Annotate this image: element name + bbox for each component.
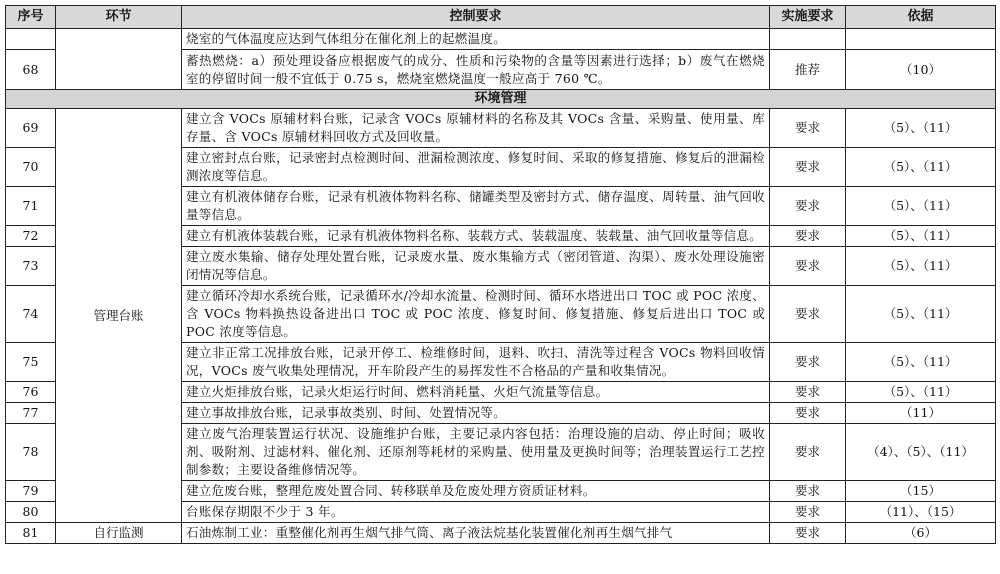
row-number: 70: [6, 148, 56, 187]
requirement-cell: 蓄热燃烧：a）预处理设备应根据废气的成分、性质和污染物的含量等因素进行选择；b）废气在燃烧室的停留时间一般不宜低于 0.75 s，燃烧室燃烧温度一般应高于 760 ℃。: [182, 50, 770, 90]
basis-cell: （5）、（11）: [846, 148, 996, 187]
requirement-cell: 建立危废台账，整理危废处置合同、转移联单及危废处理方资质证材料。: [182, 481, 770, 502]
level-cell: 要求: [770, 187, 846, 226]
col-header-basis: 依据: [846, 6, 996, 29]
requirement-cell: 建立废水集输、储存处理处置台账，记录废水量、废水集输方式（密闭管道、沟渠）、废水处理设施密闭情况等信息。: [182, 247, 770, 286]
level-cell: 要求: [770, 424, 846, 481]
row-number: 72: [6, 226, 56, 247]
requirement-cell: 建立非正常工况排放台账，记录开停工、检维修时间，退料、吹扫、清洗等过程含 VOCs 物料回收情况，VOCs 废气收集处理情况，开车阶段产生的易挥发性不合格品的产量和收集情况。: [182, 343, 770, 382]
basis-cell: （11）、（15）: [846, 502, 996, 523]
basis-cell: （5）、（11）: [846, 226, 996, 247]
section-row: [6, 90, 996, 109]
row-number: 76: [6, 382, 56, 403]
row-number: 80: [6, 502, 56, 523]
row-number: 75: [6, 343, 56, 382]
basis-cell: （15）: [846, 481, 996, 502]
stage-cell: 自行监测: [56, 523, 182, 544]
table-row: [6, 29, 996, 50]
level-cell: 要求: [770, 286, 846, 343]
requirement-cell: 建立有机液体储存台账，记录有机液体物料名称、储罐类型及密封方式、储存温度、周转量、油气回收量等信息。: [182, 187, 770, 226]
regulation-table: [5, 5, 996, 544]
requirement-cell: 建立含 VOCs 原辅材料台账，记录含 VOCs 原辅材料的名称及其 VOCs 含量、采购量、使用量、库存量、含 VOCs 原辅材料回收方式及回收量。: [182, 109, 770, 148]
requirement-cell: 建立火炬排放台账，记录火炬运行时间、燃料消耗量、火炬气流量等信息。: [182, 382, 770, 403]
table-row: [6, 523, 996, 544]
requirement-cell: 建立有机液体装载台账，记录有机液体物料名称、装载方式、装载温度、装载量、油气回收量等信息。: [182, 226, 770, 247]
row-number: 78: [6, 424, 56, 481]
col-header-requirement: 控制要求: [182, 6, 770, 29]
requirement-cell: 台账保存期限不少于 3 年。: [182, 502, 770, 523]
level-cell: 要求: [770, 382, 846, 403]
basis-cell: （6）: [846, 523, 996, 544]
level-cell: 要求: [770, 403, 846, 424]
requirement-cell: 烧室的气体温度应达到气体组分在催化剂上的起燃温度。: [182, 29, 770, 50]
requirement-cell: 建立废气治理装置运行状况、设施维护台账，主要记录内容包括：治理设施的启动、停止时间；吸收剂、吸附剂、过滤材料、催化剂、还原剂等耗材的采购量、使用量及更换时间等；治理装置运行工艺控制参数；主要设备维修情况等。: [182, 424, 770, 481]
basis-cell: （5）、（11）: [846, 286, 996, 343]
row-number: 68: [6, 50, 56, 90]
requirement-cell: 建立循环冷却水系统台账，记录循环水/冷却水流量、检测时间、循环水塔进出口 TOC 或 POC 浓度、含 VOCs 物料换热设备进出口 TOC 或 POC 浓度、修复时间、修复措施、修复后进出口 TOC 或 POC 浓度等信息。: [182, 286, 770, 343]
level-cell: 要求: [770, 481, 846, 502]
level-cell: 要求: [770, 343, 846, 382]
basis-cell: （5）、（11）: [846, 187, 996, 226]
row-number: 81: [6, 523, 56, 544]
header-row: [6, 6, 996, 29]
level-cell: 要求: [770, 148, 846, 187]
requirement-cell: 建立事故排放台账，记录事故类别、时间、处置情况等。: [182, 403, 770, 424]
row-number: 71: [6, 187, 56, 226]
basis-cell: （5）、（11）: [846, 382, 996, 403]
section-title: 环境管理: [6, 90, 996, 109]
row-number: 69: [6, 109, 56, 148]
level-cell: 要求: [770, 109, 846, 148]
col-header-no: 序号: [6, 6, 56, 29]
level-cell: 要求: [770, 226, 846, 247]
stage-cell: 管理台账: [56, 109, 182, 523]
col-header-stage: 环节: [56, 6, 182, 29]
row-number: 73: [6, 247, 56, 286]
row-number: 74: [6, 286, 56, 343]
row-number: 79: [6, 481, 56, 502]
table-row: [6, 109, 996, 148]
level-cell: 要求: [770, 247, 846, 286]
basis-cell: （4）、（5）、（11）: [846, 424, 996, 481]
basis-cell: （5）、（11）: [846, 109, 996, 148]
level-cell: 要求: [770, 502, 846, 523]
basis-cell: （5）、（11）: [846, 247, 996, 286]
basis-cell: （11）: [846, 403, 996, 424]
level-cell: 推荐: [770, 50, 846, 90]
col-header-level: 实施要求: [770, 6, 846, 29]
requirement-cell: 建立密封点台账，记录密封点检测时间、泄漏检测浓度、修复时间、采取的修复措施、修复后的泄漏检测浓度等信息。: [182, 148, 770, 187]
level-cell: 要求: [770, 523, 846, 544]
basis-cell: （10）: [846, 50, 996, 90]
requirement-cell: 石油炼制工业：重整催化剂再生烟气排气筒、离子液法烷基化装置催化剂再生烟气排气: [182, 523, 770, 544]
row-number: 77: [6, 403, 56, 424]
basis-cell: （5）、（11）: [846, 343, 996, 382]
